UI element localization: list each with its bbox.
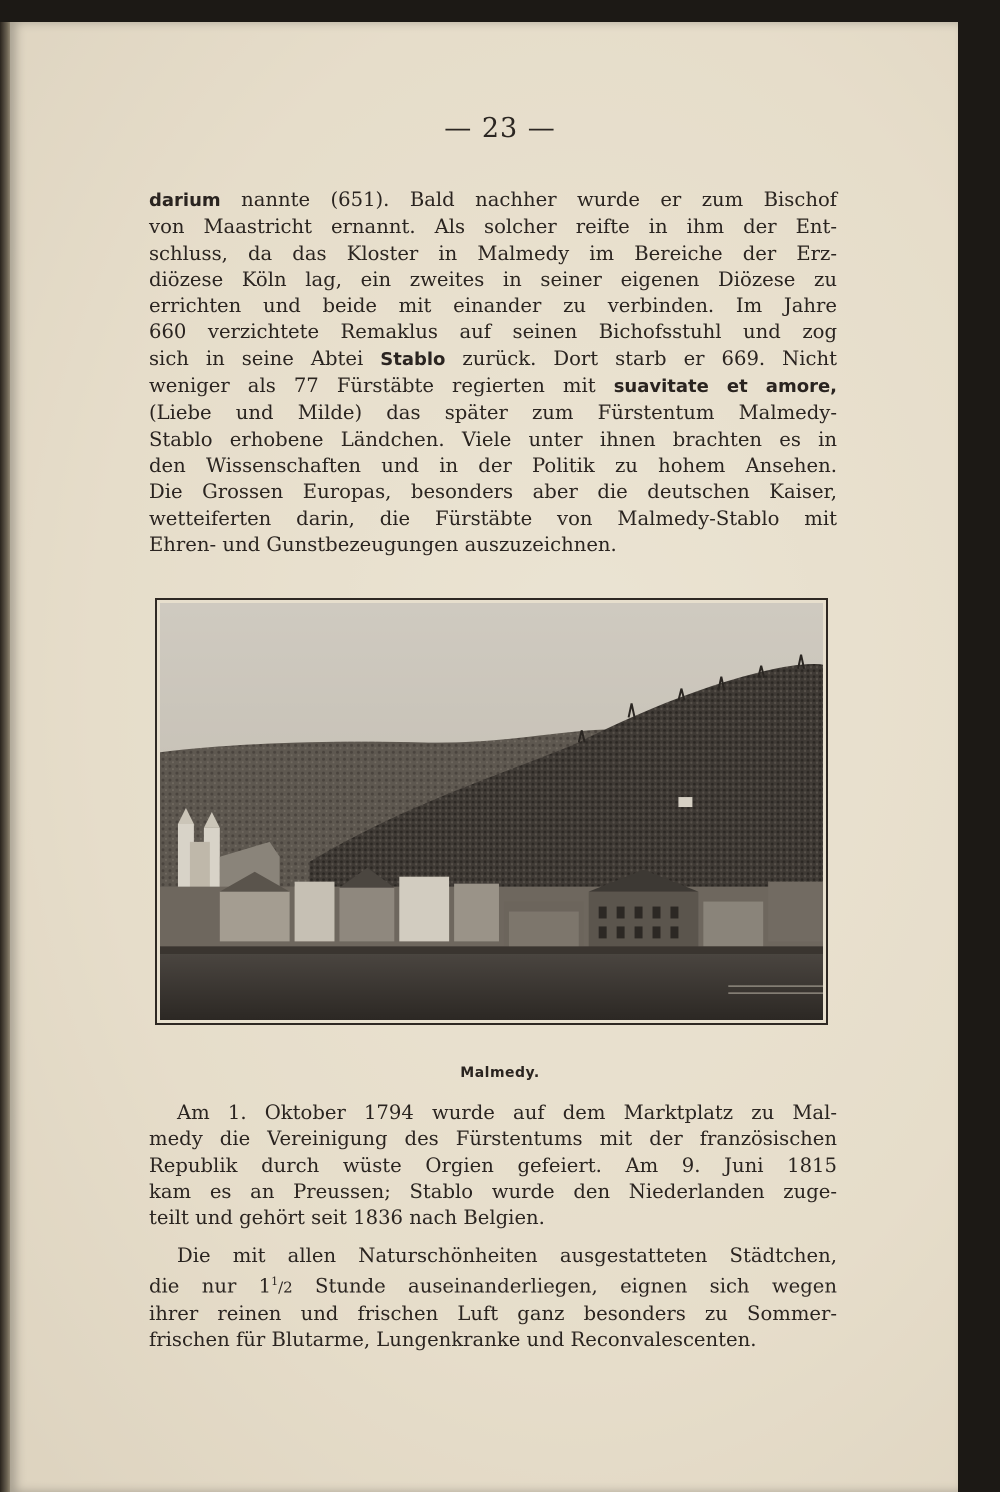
town-landscape-photo — [160, 603, 823, 1020]
text-line: Ehren- und Gunstbezeugungen auszuzeichnen. — [149, 532, 617, 556]
text-line: den Wissenschaften und in der Politik zu hohem Ansehen. — [149, 453, 837, 477]
text-line: Die Grossen Europas, besonders aber die deutschen Kaiser, — [149, 480, 837, 504]
text-line: ihrer reinen und frischen Luft ganz besonders zu Sommer- — [149, 1302, 837, 1326]
text-line: Die mit allen Naturschönheiten ausgestatteten Städtchen, — [177, 1244, 837, 1267]
text-line: Am 1. Oktober 1794 wurde auf dem Marktplatz zu Mal- — [177, 1101, 837, 1124]
text-line: weniger als 77 Fürstäbte regierten mit suavitate et amore, — [149, 374, 837, 398]
text-line: errichten und beide mit einander zu verbinden. Im Jahre — [149, 294, 837, 318]
text-line: frischen für Blutarme, Lungenkranke und Reconvalescenten. — [149, 1328, 757, 1352]
text-line: Stablo erhobene Ländchen. Viele unter ihnen brachten es in — [149, 427, 837, 451]
text-line: kam es an Preussen; Stablo wurde den Niederlanden zuge- — [149, 1179, 837, 1203]
text-line: 660 verzichtete Remaklus auf seinen Bichofsstuhl und zog — [149, 320, 837, 344]
text-line: medy die Vereinigung des Fürstentums mit der französischen — [149, 1127, 837, 1151]
text-line: wetteiferten darin, die Fürstäbte von Malmedy-Stablo mit — [149, 506, 837, 530]
paragraph-2 — [149, 1100, 837, 1231]
text-line: Republik durch wüste Orgien gefeiert. Am 9. Juni 1815 — [149, 1153, 837, 1177]
text-line: (Liebe und Milde) das später zum Fürstentum Malmedy- — [149, 401, 837, 425]
text-line: teilt und gehört seit 1836 nach Belgien. — [149, 1206, 545, 1230]
page-number-header: — 23 — — [444, 113, 556, 144]
text-line: die nur $1^1/2$ Stunde auseinanderliegen, eignen sich wegen — [149, 1274, 837, 1298]
text-line: sich in seine Abtei Stablo zurück. Dort starb er 669. Nicht — [149, 346, 837, 370]
text-line: schluss, da das Kloster in Malmedy im Bereiche der Erz- — [149, 241, 837, 265]
photo-caption: Malmedy. — [460, 1065, 540, 1081]
text-line: diözese Köln lag, ein zweites in seiner eigenen Diözese zu — [149, 267, 837, 291]
text-line: darium nannte (651). Bald nachher wurde er zum Bischof — [149, 188, 837, 211]
paragraph-1 — [149, 187, 837, 558]
malmedy-photograph — [155, 598, 828, 1025]
text-line: von Maastricht ernannt. Als solcher reifte in ihm der Ent- — [149, 215, 837, 239]
paragraph-3 — [149, 1243, 837, 1354]
